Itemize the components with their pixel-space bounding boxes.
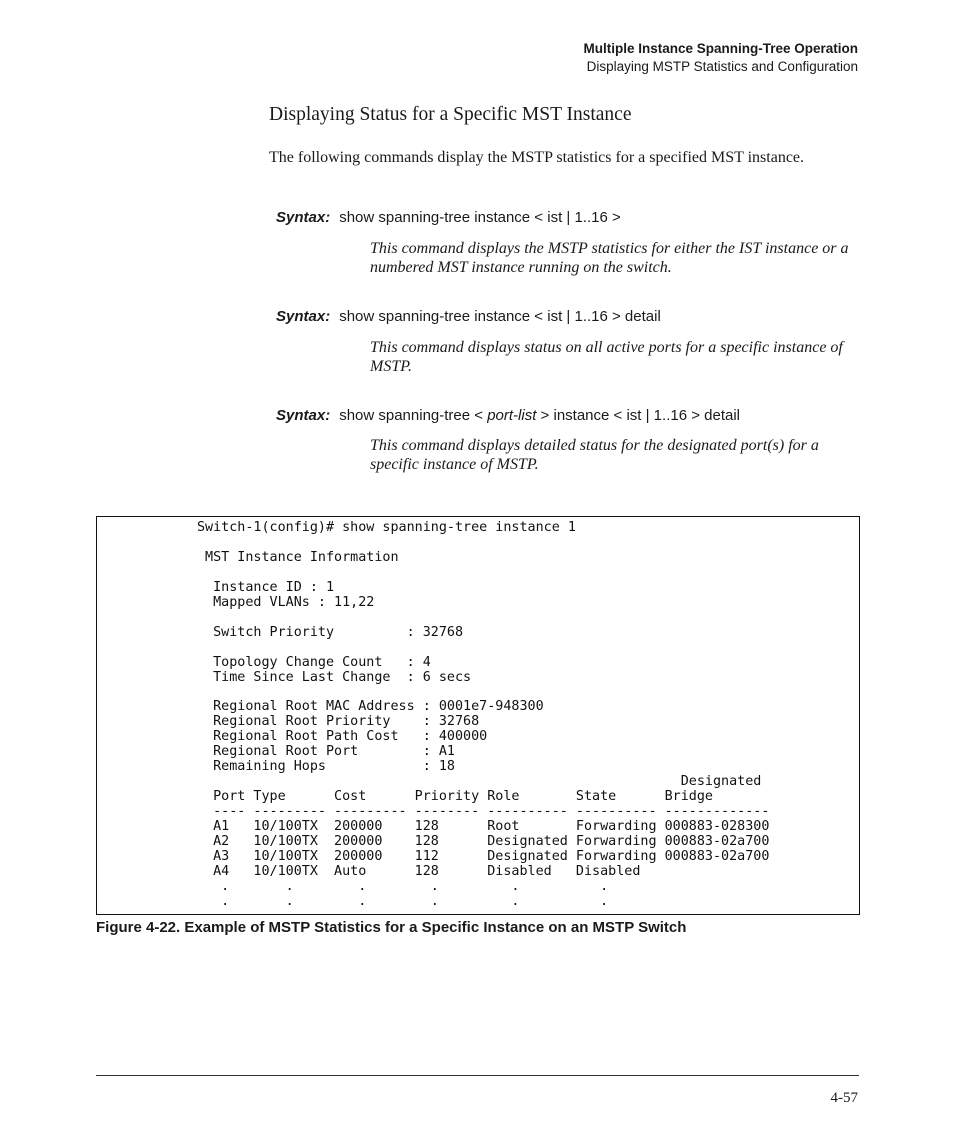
page-number: 4-57 xyxy=(830,1090,858,1106)
terminal-line: A1 10/100TX 200000 128 Root Forwarding 000883-028300 xyxy=(213,819,770,835)
terminal-line: A2 10/100TX 200000 128 Designated Forwarding 000883-02a700 xyxy=(213,834,770,850)
terminal-line: A4 10/100TX Auto 128 Disabled Disabled xyxy=(213,863,641,879)
syntax-label: Syntax: xyxy=(276,209,331,226)
terminal-line: Instance ID : 1 xyxy=(213,579,335,595)
terminal-line: Topology Change Count : 4 xyxy=(213,654,431,670)
terminal-line: Regional Root Port : A1 xyxy=(213,744,455,760)
terminal-line: . . . . . . xyxy=(221,893,609,909)
terminal-line: Remaining Hops : 18 xyxy=(213,759,455,775)
terminal-line: Switch Priority : 32768 xyxy=(213,624,464,640)
syntax-command-pre: show spanning-tree < xyxy=(339,407,488,424)
figure-caption: Figure 4-22. Example of MSTP Statistics for a Specific Instance on an MSTP Switch xyxy=(96,919,687,936)
terminal-line: Port Type Cost Priority Role State Bridge xyxy=(213,789,713,805)
syntax-command: show spanning-tree instance < ist | 1..16 > detail xyxy=(339,308,661,325)
terminal-line: Time Since Last Change : 6 secs xyxy=(213,669,472,685)
terminal-line: . . . . . . xyxy=(221,878,609,894)
syntax-description-3: This command displays detailed status for the designated port(s) for a specific instance of MSTP. xyxy=(370,437,819,473)
intro-paragraph: The following commands display the MSTP statistics for a specified MST instance. xyxy=(269,149,805,166)
terminal-line: MST Instance Information xyxy=(205,549,399,565)
terminal-line: Designated xyxy=(680,774,762,790)
syntax-command-post: > instance < ist | 1..16 > detail xyxy=(536,407,740,424)
terminal-line: Regional Root Path Cost : 400000 xyxy=(213,729,488,745)
terminal-line: Regional Root Priority : 32768 xyxy=(213,714,480,730)
running-header-section: Displaying MSTP Statistics and Configuration xyxy=(586,59,858,74)
figure-terminal-output xyxy=(96,516,860,915)
syntax-line-1 xyxy=(276,209,621,226)
terminal-text xyxy=(197,521,769,910)
syntax-description-2: This command displays status on all active ports for a specific instance of MSTP. xyxy=(370,339,843,375)
running-header-chapter: Multiple Instance Spanning-Tree Operation xyxy=(583,41,858,56)
syntax-line-3 xyxy=(276,407,740,424)
terminal-line: A3 10/100TX 200000 112 Designated Forwarding 000883-02a700 xyxy=(213,848,770,864)
syntax-label: Syntax: xyxy=(276,308,331,325)
section-heading: Displaying Status for a Specific MST Instance xyxy=(269,104,632,125)
syntax-label: Syntax: xyxy=(276,407,331,424)
terminal-line: ---- --------- --------- -------- ---------- ---------- ------------- xyxy=(213,804,770,820)
terminal-line: Regional Root MAC Address : 0001e7-948300 xyxy=(213,699,544,715)
syntax-command-arg: port-list xyxy=(487,407,537,424)
syntax-command: show spanning-tree instance < ist | 1..16 > xyxy=(339,209,621,226)
syntax-description-1: This command displays the MSTP statistics for either the IST instance or a numbered MST instance running on the switch. xyxy=(370,240,849,276)
syntax-line-2 xyxy=(276,308,661,325)
terminal-line: Switch-1(config)# show spanning-tree instance 1 xyxy=(197,520,576,535)
terminal-line: Mapped VLANs : 11,22 xyxy=(213,594,375,610)
footer-rule xyxy=(96,1075,859,1076)
